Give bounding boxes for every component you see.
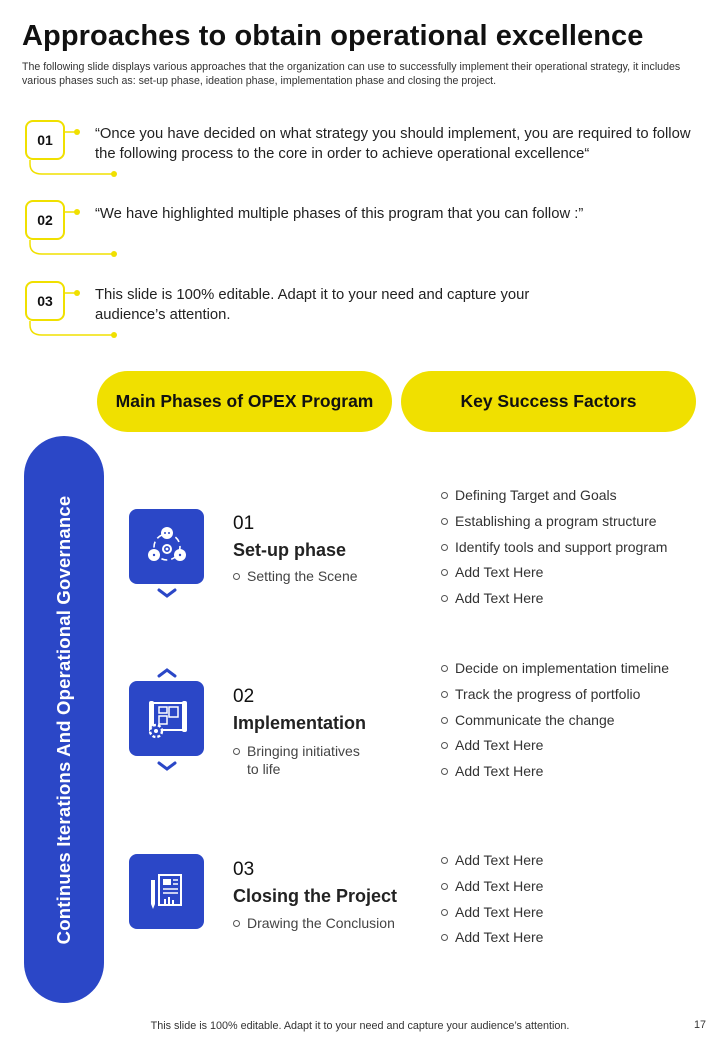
list-item: Decide on implementation timeline: [441, 656, 711, 682]
list-item: Defining Target and Goals: [441, 483, 711, 509]
phase-name: Implementation: [233, 713, 367, 733]
list-item: Add Text Here: [441, 759, 711, 785]
step-number-box: 02: [25, 200, 65, 240]
network-icon: [129, 509, 204, 584]
list-item: Add Text Here: [441, 586, 711, 612]
factor-list-3: [441, 848, 711, 951]
phase-name: Set-up phase: [233, 540, 347, 560]
factor-list-1: [441, 483, 711, 612]
list-item: Add Text Here: [441, 925, 711, 951]
list-item: Add Text Here: [441, 733, 711, 759]
step-text: “Once you have decided on what strategy you should implement, you are required to follow the following process to the core in order to achieve operational excellence“: [95, 126, 691, 162]
step-text: This slide is 100% editable. Adapt it to your need and capture your audience’s attention.: [95, 287, 530, 323]
list-item: Identify tools and support program: [441, 535, 711, 561]
governance-label: Continues Iterations And Operational Governance: [53, 495, 74, 944]
phase-desc: Bringing initiatives to life: [233, 742, 383, 778]
factors-header: Key Success Factors: [401, 371, 696, 432]
phase-desc: Drawing the Conclusion: [233, 914, 433, 932]
chevron-down-icon: [156, 760, 178, 772]
phase-number: 01: [233, 513, 255, 534]
footer-note: This slide is 100% editable. Adapt it to your need and capture your audience’s attention.: [150, 1020, 570, 1032]
step-number-box: 01: [25, 120, 65, 160]
page-subtitle: The following slide displays various approaches that the organization can use to successfully implement their operational strategy, it includes various phases such as: set-up phase, ideation phase, implementation phase and closing the project.: [22, 61, 681, 87]
blueprint-gear-icon: [129, 681, 204, 756]
page-number: 17: [693, 1019, 706, 1031]
factor-list-2: [441, 656, 711, 785]
phase-number: 03: [233, 859, 255, 880]
phase-number: 02: [233, 686, 255, 707]
list-item: Add Text Here: [441, 874, 711, 900]
phase-name: Closing the Project: [233, 886, 398, 906]
phase-desc: Setting the Scene: [233, 567, 423, 585]
step-01: [0, 120, 720, 190]
chevron-up-icon: [156, 667, 178, 679]
step-03: [0, 281, 720, 351]
list-item: Communicate the change: [441, 708, 711, 734]
list-item: Add Text Here: [441, 560, 711, 586]
step-02: [0, 200, 720, 270]
list-item: Add Text Here: [441, 848, 711, 874]
list-item: Track the progress of portfolio: [441, 682, 711, 708]
list-item: Establishing a program structure: [441, 509, 711, 535]
phases-header: Main Phases of OPEX Program: [97, 371, 392, 432]
page-title: Approaches to obtain operational excellence: [22, 20, 644, 52]
list-item: Add Text Here: [441, 900, 711, 926]
chevron-down-icon: [156, 587, 178, 599]
governance-side-bar: [24, 436, 104, 1003]
report-pen-icon: [129, 854, 204, 929]
step-text: “We have highlighted multiple phases of this program that you can follow :”: [95, 206, 584, 222]
step-number-box: 03: [25, 281, 65, 321]
